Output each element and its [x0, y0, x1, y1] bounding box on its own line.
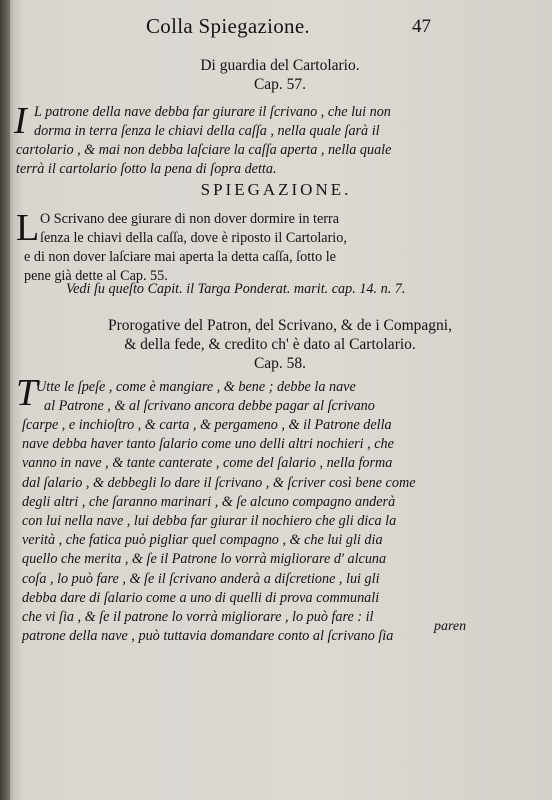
text-line: debba dare di ſalario come a uno di quelli di prova communali	[22, 589, 380, 606]
text-line: dal ſalario , & debbegli lo dare il ſcrivano , & ſcriver così bene come	[22, 474, 416, 491]
text-line: al Patrone , & al ſcrivano ancora debbe pagar al ſcrivano	[44, 398, 375, 415]
page-number: 47	[412, 16, 431, 37]
text-line: e di non dover laſciare mai aperta la detta caſſa, ſotto le	[24, 249, 336, 265]
text-line: che vi ſia , & ſe il patrone lo vorrà migliorare , lo può fare : il	[22, 609, 374, 626]
chapter-58-text	[36, 378, 536, 416]
chapter-57-cap: Cap. 57.	[253, 76, 307, 93]
reference-note: Vedi ſu queſto Capit. il Targa Ponderat. marit. cap. 14. n. 7.	[66, 281, 406, 297]
chapter-58-text-cont	[22, 416, 536, 646]
text-line: coſa , lo può fare , & ſe il ſcrivano anderà a diſcretione , lui gli	[22, 570, 380, 587]
text-line: Utte le ſpeſe , come è mangiare , & bene ; debbe la nave	[36, 379, 356, 395]
text-line: verità , che fatica può pigliar quel compagno , & che lui gli dia	[22, 532, 383, 549]
drop-cap-57: I	[14, 100, 27, 142]
text-line: terrà il cartolario ſotto la pena di ſopra detta.	[16, 161, 277, 178]
chapter-58-cap: Cap. 58.	[253, 355, 307, 372]
chapter-58-title-line2: & della fede, & credito ch' è dato al Cartolario.	[124, 336, 416, 353]
text-line: ſenza le chiavi della caſſa, dove è riposto il Cartolario,	[40, 230, 347, 247]
text-line: ſcarpe , e inchioſtro , & carta , & pergameno , & il Patrone della	[22, 417, 392, 433]
text-line: quello che merita , & ſe il Patrone lo vorrà migliorare d' alcuna	[22, 551, 387, 568]
text-line: con lui nella nave , lui debba far giurar il nochiero che gli dica la	[22, 513, 397, 530]
text-line: O Scrivano dee giurare di non dover dormire in terra	[40, 211, 340, 227]
chapter-57-text	[34, 103, 534, 122]
drop-cap-58: T	[16, 372, 38, 414]
text-line: dorma in terra ſenza le chiavi della caſſa , nella quale ſarà il	[34, 123, 380, 139]
chapter-57-title: Di guardia del Cartolario.	[200, 57, 360, 74]
chapter-58-title-line1: Prorogative del Patron, del Scrivano, & de i Compagni,	[108, 317, 452, 334]
spiegazione-text	[40, 210, 535, 248]
running-head: Colla Spiegazione.	[146, 14, 310, 38]
text-line: cartolario , & mai non debba laſciare la caſſa aperta , nella quale	[16, 142, 392, 159]
spiegazione-heading: SPIEGAZIONE.	[200, 180, 352, 199]
chapter-57-text-cont	[16, 122, 538, 180]
text-line: pene già dette al Cap. 55.	[24, 268, 168, 285]
drop-cap-spiegazione: L	[16, 207, 40, 249]
text-line: patrone della nave , può tuttavia domandare conto al ſcrivano ſia	[22, 628, 394, 645]
text-line: L patrone della nave debba far giurare il ſcrivano , che lui non	[34, 104, 391, 120]
catchword: paren	[434, 619, 467, 634]
binding-edge	[0, 0, 10, 800]
text-line: vanno in nave , & tante canterate , come del ſalario , nella forma	[22, 455, 393, 472]
text-line: nave debba haver tanto ſalario come uno delli altri nochieri , che	[22, 436, 394, 453]
text-line: degli altri , che ſaranno marinari , & ſe alcuno compagno anderà	[22, 493, 396, 510]
